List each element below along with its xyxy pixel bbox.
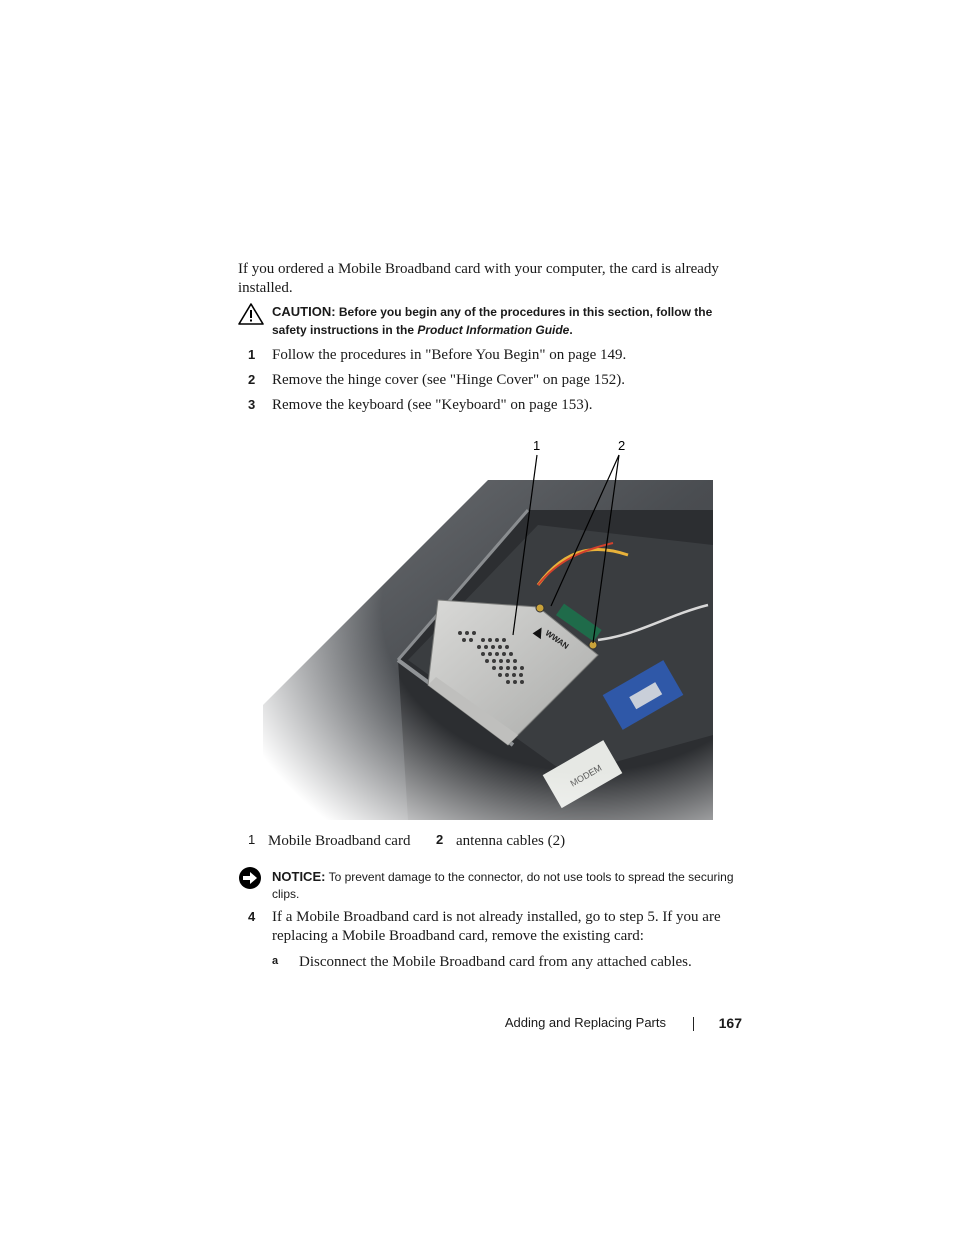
caption-label: Mobile Broadband card	[268, 833, 411, 849]
caution-text: Before you begin any of the procedures in this section, follow the safety instructions in the	[272, 305, 713, 337]
footer-divider	[693, 1017, 694, 1031]
caution-guide-title: Product Information Guide	[417, 323, 570, 337]
step-number: 3	[248, 397, 256, 412]
notice-label: NOTICE:	[272, 869, 326, 884]
page-footer	[480, 1015, 742, 1035]
notice-text: To prevent damage to the connector, do not use tools to spread the securing clips.	[272, 870, 734, 901]
laptop-card-illustration	[238, 435, 738, 825]
step-text: Follow the procedures in "Before You Begin" on page 149.	[272, 347, 627, 363]
step-text: Remove the keyboard (see "Keyboard" on page 153).	[272, 397, 593, 413]
substep-text: Disconnect the Mobile Broadband card from any attached cables.	[299, 954, 692, 970]
warning-triangle-icon	[238, 303, 264, 325]
substep-letter: a	[272, 955, 279, 967]
callout-1: 1	[533, 438, 541, 453]
caution-text-end: .	[569, 323, 573, 337]
step-number: 2	[248, 372, 256, 387]
step-number: 4	[248, 909, 256, 924]
footer-section-title: Adding and Replacing Parts	[504, 1015, 666, 1030]
caption-label: antenna cables (2)	[456, 833, 566, 849]
step-number: 1	[248, 347, 256, 362]
intro-paragraph: If you ordered a Mobile Broadband card with your computer, the card is already installed.	[238, 261, 719, 296]
caption-number: 2	[436, 832, 444, 847]
caption-number: 1	[248, 832, 256, 847]
caution-label: CAUTION:	[272, 304, 336, 319]
notice-arrow-icon	[238, 866, 262, 890]
callout-2: 2	[618, 438, 626, 453]
step-text: Remove the hinge cover (see "Hinge Cover" on page 152).	[272, 372, 625, 388]
page-number: 167	[718, 1015, 742, 1031]
mobile-broadband-card-figure	[238, 435, 738, 825]
step-text: If a Mobile Broadband card is not already installed, go to step 5. If you are replacing a Mobile Broadband card, remove the existing card:	[272, 909, 721, 944]
